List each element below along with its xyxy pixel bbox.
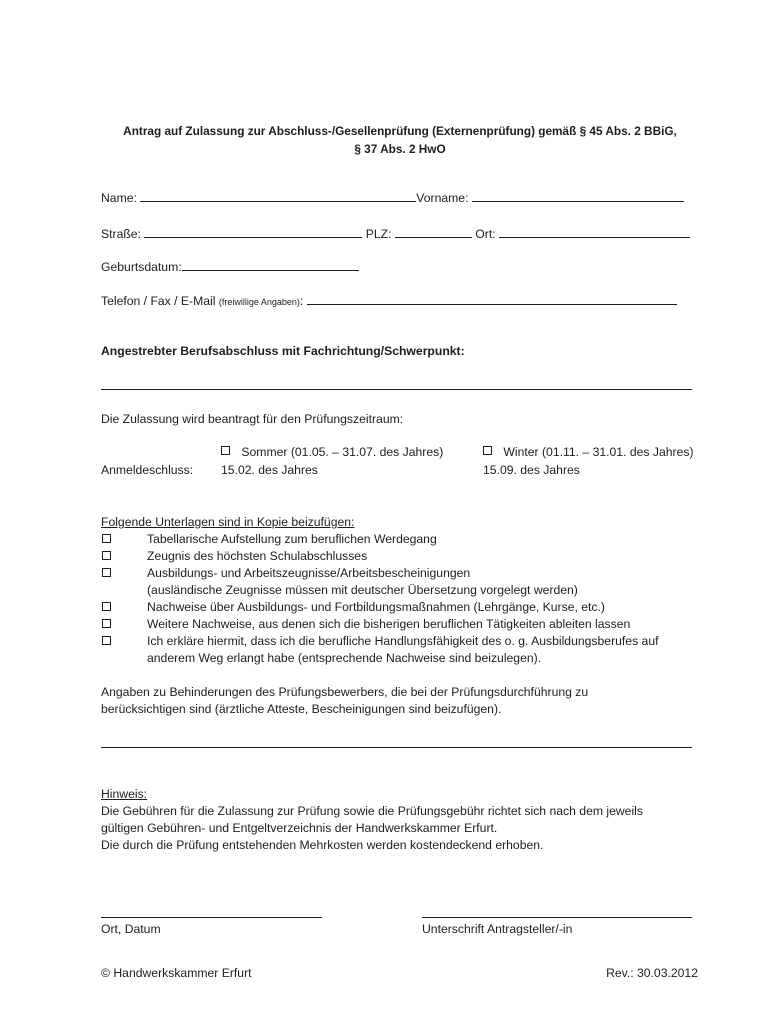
name-label: Name: (101, 191, 137, 205)
unterlagen-checkbox-1[interactable] (102, 534, 111, 543)
address-row (101, 226, 690, 241)
unterschrift-line[interactable] (422, 917, 692, 918)
sommer-label: Sommer (01.05. – 31.07. des Jahres) (241, 445, 444, 459)
behinderungen-field[interactable] (101, 747, 692, 748)
form-title-line-1: Antrag auf Zulassung zur Abschluss-/Gesellenprüfung (Externenprüfung) gemäß § 45 Abs. 2 BBiG, (123, 124, 677, 138)
unterlagen-checkbox-6[interactable] (102, 636, 111, 645)
zeitraum-intro: Die Zulassung wird beantragt für den Prüfungszeitraum: (101, 412, 404, 426)
unterlagen-item-5: Weitere Nachweise, aus denen sich die bisherigen beruflichen Tätigkeiten ableiten lassen (147, 617, 631, 631)
form-title-line-2: § 37 Abs. 2 HwO (354, 142, 446, 156)
unterlagen-heading: Folgende Unterlagen sind in Kopie beizufügen: (101, 515, 355, 529)
sommer-option[interactable] (221, 445, 443, 459)
vorname-field[interactable] (472, 190, 684, 202)
hinweis-line-3: Die durch die Prüfung entstehenden Mehrkosten werden kostendeckend erhoben. (101, 838, 544, 852)
unterlagen-item-3-note: (ausländische Zeugnisse müssen mit deutscher Übersetzung vorgelegt werden) (147, 583, 578, 597)
sommer-checkbox[interactable] (221, 446, 230, 455)
unterlagen-item-2: Zeugnis des höchsten Schulabschlusses (147, 549, 368, 563)
unterlagen-checkbox-5[interactable] (102, 619, 111, 628)
name-field[interactable] (140, 190, 416, 202)
telefon-row (101, 293, 677, 308)
strasse-field[interactable] (144, 226, 362, 238)
footer-revision: Rev.: 30.03.2012 (606, 966, 698, 980)
geburtsdatum-row (101, 259, 359, 274)
plz-label: PLZ: (365, 227, 392, 241)
unterlagen-item-4: Nachweise über Ausbildungs- und Fortbildungsmaßnahmen (Lehrgänge, Kurse, etc.) (147, 600, 605, 614)
geburtsdatum-field[interactable] (182, 259, 359, 271)
ort-field[interactable] (499, 226, 690, 238)
unterlagen-checkbox-4[interactable] (102, 602, 111, 611)
footer-copyright: © Handwerkskammer Erfurt (101, 966, 252, 980)
berufsabschluss-heading: Angestrebter Berufsabschluss mit Fachrichtung/Schwerpunkt: (101, 344, 465, 358)
unterlagen-item-3: Ausbildungs- und Arbeitszeugnisse/Arbeitsbescheinigungen (147, 566, 471, 580)
hinweis-line-2: gültigen Gebühren- und Entgeltverzeichnis der Handwerkskammer Erfurt. (101, 821, 498, 835)
ort-label: Ort: (475, 227, 496, 241)
hinweis-line-1: Die Gebühren für die Zulassung zur Prüfung sowie die Prüfungsgebühr richtet sich nach dem jeweils (101, 804, 643, 818)
ort-datum-label: Ort, Datum (101, 922, 161, 936)
telefon-colon: : (299, 294, 304, 308)
unterlagen-item-6-cont: anderem Weg erlangt habe (entsprechende Nachweise sind beizulegen). (147, 651, 542, 665)
unterlagen-item-6: Ich erkläre hiermit, dass ich die berufliche Handlungsfähigkeit des o. g. Ausbildungsberufes auf (147, 634, 659, 648)
telefon-note: (freiwillige Angaben) (218, 297, 300, 307)
winter-checkbox[interactable] (483, 446, 492, 455)
ort-datum-line[interactable] (101, 917, 322, 918)
winter-deadline: 15.09. des Jahres (483, 463, 580, 477)
telefon-field[interactable] (307, 293, 677, 305)
vorname-label: Vorname: (416, 191, 469, 205)
berufsabschluss-field[interactable] (101, 389, 692, 390)
winter-option[interactable] (483, 445, 694, 459)
behinderungen-line-1: Angaben zu Behinderungen des Prüfungsbewerbers, die bei der Prüfungsdurchführung zu (101, 685, 589, 699)
unterschrift-label: Unterschrift Antragsteller/-in (422, 922, 573, 936)
plz-field[interactable] (395, 226, 472, 238)
anmeldeschluss-label: Anmeldeschluss: (101, 463, 194, 477)
sommer-deadline: 15.02. des Jahres (221, 463, 318, 477)
behinderungen-line-2: berücksichtigen sind (ärztliche Atteste, Bescheinigungen sind beizufügen). (101, 702, 502, 716)
geburtsdatum-label: Geburtsdatum: (101, 260, 182, 274)
telefon-label: Telefon / Fax / E-Mail (101, 294, 216, 308)
unterlagen-checkbox-2[interactable] (102, 551, 111, 560)
winter-label: Winter (01.11. – 31.01. des Jahres) (503, 445, 694, 459)
strasse-label: Straße: (101, 227, 141, 241)
hinweis-heading: Hinweis: (101, 787, 148, 801)
unterlagen-item-1: Tabellarische Aufstellung zum beruflichen Werdegang (147, 532, 437, 546)
unterlagen-checkbox-3[interactable] (102, 568, 111, 577)
name-row (101, 190, 684, 205)
